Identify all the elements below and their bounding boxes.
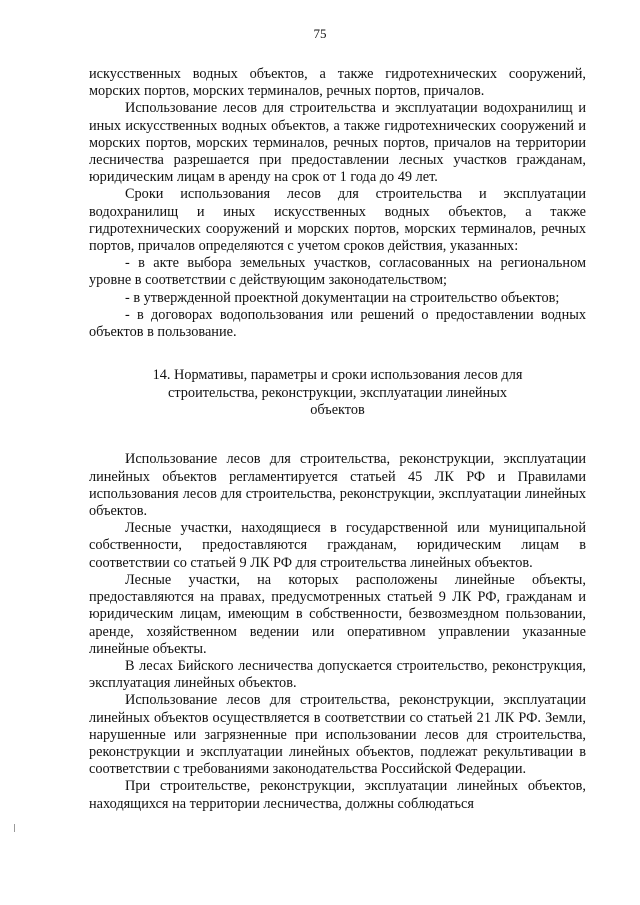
- paragraph-reservoir-terms: Сроки использования лесов для строительства и эксплуатации водохранилищ и иных искусственных водных объектов, а также гидротехнических сооружений и морских портов, морских терминалов, речных портов, причалов определяются с учетом сроков действия, указанных:: [89, 186, 586, 255]
- paragraph-requirements: При строительстве, реконструкции, эксплуатации линейных объектов, находящихся на территории лесничества, должны соблюдаться: [89, 778, 586, 812]
- paragraph-linear-regulation: Использование лесов для строительства, реконструкции, эксплуатации линейных объектов регламентируется статьей 45 ЛК РФ и Правилами использования лесов для строительства, реконструкции, эксплуатации линейных объектов.: [89, 451, 586, 520]
- paragraph-recultivation: Использование лесов для строительства, реконструкции, эксплуатации линейных объектов осуществляется в соответствии со статьей 21 ЛК РФ. Земли, нарушенные или загрязненные при использовании лесов для строительства, реконструкции и эксплуатации линейных объектов, подлежат рекультивации в соответствии с требованиями законодательства Российской Федерации.: [89, 692, 586, 778]
- paragraph-land-rights: Лесные участки, на которых расположены линейные объекты, предоставляются на правах, предусмотренных статьей 9 ЛК РФ, гражданам и юридическим лицам, имеющим в собственности, безвозмездном пользовании, аренде, хозяйственном ведении или оперативном управлении указанные линейные объекты.: [89, 571, 586, 657]
- paragraph-biysk-forestry: В лесах Бийского лесничества допускается строительство, реконструкция, эксплуатация линейных объектов.: [89, 657, 586, 692]
- paragraph-land-provision: Лесные участки, находящиеся в государственной или муниципальной собственности, предоставляются гражданам, юридическим лицам в соответствии со статьей 9 ЛК РФ для строительства линейных объектов.: [89, 520, 586, 571]
- list-item-land-act: - в акте выбора земельных участков, согласованных на региональном уровне в соответствии с действующим законодательством;: [89, 255, 586, 289]
- paragraph-continuation: искусственных водных объектов, а также гидротехнических сооружений, морских портов, морских терминалов, речных портов, причалов.: [89, 66, 586, 100]
- list-item-water-contracts: - в договорах водопользования или решений о предоставлении водных объектов в пользование.: [89, 306, 586, 341]
- page-number: 75: [313, 26, 327, 41]
- paragraph-reservoir-use: Использование лесов для строительства и эксплуатации водохранилищ и иных искусственных водных объектов, а также гидротехнических сооружений и морских портов, морских терминалов, речных портов, причалов на территории лесничества разрешается при предоставлении лесных участков гражданам, юридическим лицам в аренду на срок от 1 года до 49 лет.: [89, 100, 586, 186]
- section-heading-14: 14. Нормативы, параметры и сроки использования лесов для строительства, реконструкции, эксплуатации линейных объектов: [152, 367, 523, 419]
- list-item-project-docs: - в утвержденной проектной документации на строительство объектов;: [125, 289, 560, 306]
- margin-mark: [14, 824, 15, 832]
- document-body: [89, 66, 586, 813]
